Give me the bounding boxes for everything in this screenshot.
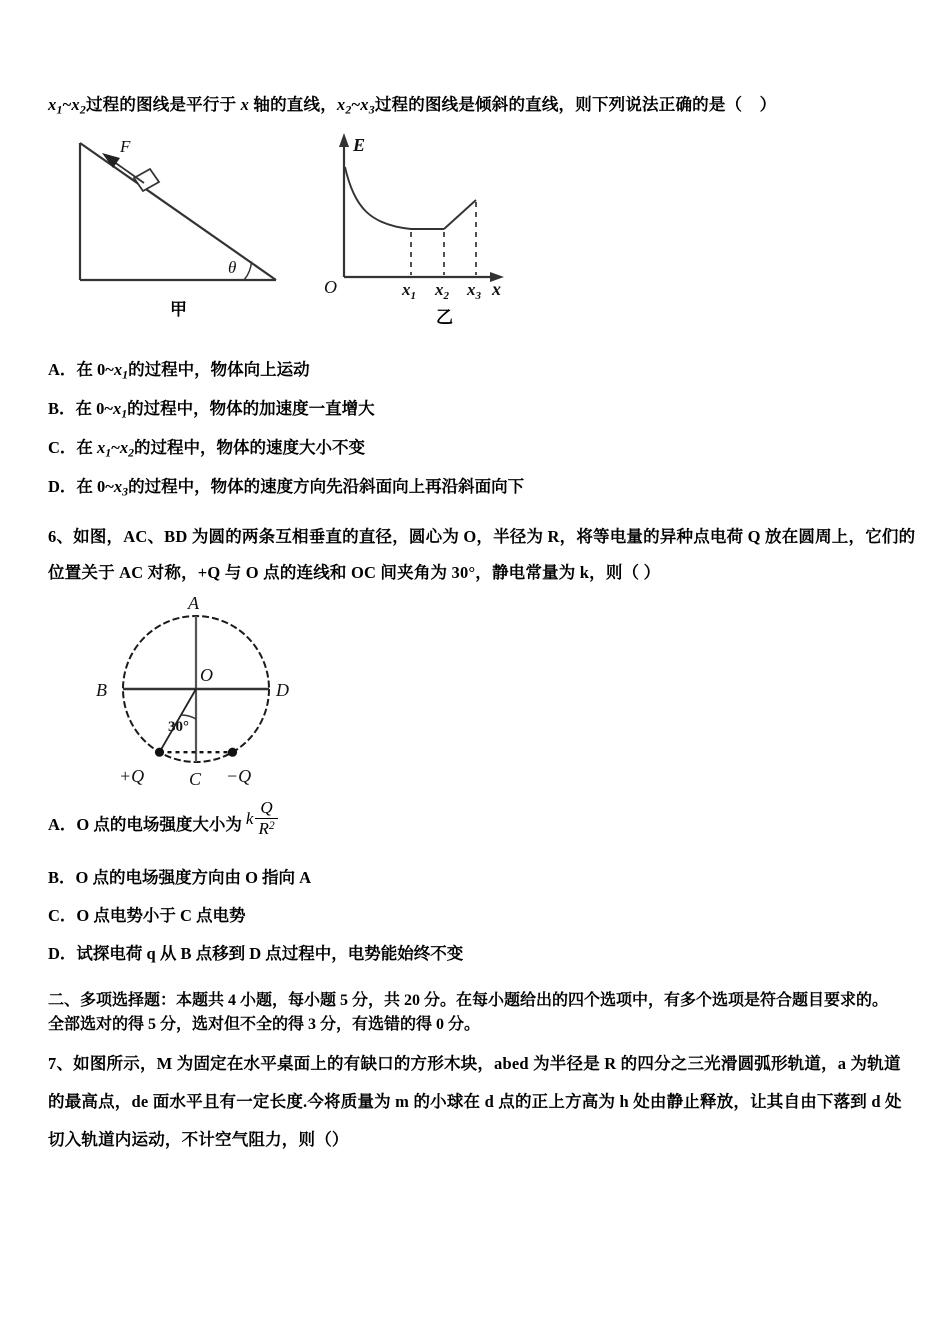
question7-stem-line1: 7、如图所示，M 为固定在水平桌面上的有缺口的方形木块，abed 为半径是 R 的四分之三光滑圆弧形轨道，a 为轨道: [48, 1054, 901, 1074]
question5-option-d[interactable]: [48, 475, 908, 501]
section2-heading-line2: 全部选对的得 5 分，选对但不全的得 3 分，有选错的得 0 分。: [48, 1016, 481, 1034]
question5-figures: [48, 125, 908, 340]
figure-caption-yi: 乙: [436, 307, 453, 327]
q6-option-b-text: B．O 点的电场强度方向由 O 指向 A: [48, 868, 312, 888]
q6-option-d-label: D．: [48, 943, 77, 963]
option-b-text-before: 在 0~: [75, 398, 113, 418]
option-b-sub: 1: [121, 406, 128, 421]
section2-heading-line1: 二、多项选择题：本题共 4 小题，每小题 5 分，共 20 分。在每小题给出的四个选项中，有多个选项是符合题目要求的。: [48, 992, 889, 1010]
stem-text-2: 轴的直线，: [253, 95, 337, 114]
option-a-text-after: 的过程中，物体向上运动: [128, 359, 310, 379]
option-a-sub: 1: [122, 367, 129, 382]
stem-text-close: ）: [759, 95, 777, 114]
x-axis-label: x: [492, 278, 501, 299]
curve-segment-0-x1: [345, 167, 411, 229]
question6-stem-line2: 位置关于 AC 对称，+Q 与 O 点的连线和 OC 间夹角为 30°，静电常量为 k，则（ ）: [48, 562, 661, 582]
option-c-tilde: ~: [111, 437, 120, 457]
option-c-text-before: 在: [76, 437, 98, 457]
question6-stem-line1: 6、如图，AC、BD 为圆的两条互相垂直的直径，圆心为 O，半径为 R，将等电量的异种点电荷 Q 放在圆周上，它们的: [48, 527, 916, 547]
x-tick-label-x3: $x_3$: [467, 279, 481, 302]
point-negative-charge: [228, 748, 237, 757]
stem-axis-var: x: [240, 95, 250, 114]
point-positive-charge: [155, 748, 164, 757]
stem-var-x2b: x: [336, 95, 346, 114]
label-point-d: D: [276, 680, 289, 701]
block-on-incline: [134, 169, 159, 191]
question6-figure: [48, 589, 908, 799]
formula-coefficient-k: k: [245, 808, 254, 828]
page-content: [48, 92, 916, 1154]
question6-option-a[interactable]: [48, 798, 908, 842]
figure-e-x-graph: [296, 125, 526, 340]
y-axis-label-E: E: [353, 134, 366, 155]
e-x-graph-svg: [296, 125, 526, 340]
q6-option-d-text: D．试探电荷 q 从 B 点移到 D 点过程中，电势能始终不变: [48, 943, 464, 963]
option-c-var1: x: [97, 437, 106, 457]
y-axis-arrow: [339, 133, 349, 147]
formula-numerator-q: Q: [260, 798, 273, 818]
q6-option-a-text: O 点的电场强度大小为: [76, 814, 242, 834]
stem-var-x1: x: [48, 95, 57, 114]
stem-var-x3-sub: 3: [368, 102, 375, 117]
question6-option-d[interactable]: [48, 942, 908, 967]
option-b-label: B．: [48, 398, 76, 418]
label-angle-30: 30°: [168, 719, 189, 736]
stem-tilde-2: ~: [351, 95, 361, 114]
question7-stem-line3: 切入轨道内运动，不计空气阻力，则（）: [48, 1129, 349, 1149]
label-point-b: B: [96, 680, 107, 701]
question7-stem-line2: 的最高点，de 面水平且有一定长度.今将质量为 m 的小球在 d 点的正上方高为 h 处由静止释放，让其自由下落到 d 处: [48, 1092, 902, 1112]
option-c-text-after: 的过程中，物体的速度大小不变: [134, 437, 366, 457]
question6-option-b[interactable]: [48, 866, 908, 891]
stem-var-x1-sub: 1: [56, 102, 63, 117]
label-point-c: C: [189, 769, 202, 790]
q6-option-c-text: C．O 点电势小于 C 点电势: [48, 905, 246, 925]
question5-stem: [48, 92, 908, 119]
origin-label-O: O: [324, 276, 337, 297]
stem-var-x3: x: [360, 95, 369, 114]
stem-tilde-1: ~: [62, 95, 72, 114]
stem-text-1: 过程的图线是平行于: [85, 95, 237, 114]
label-charge-positive: +Q: [119, 766, 145, 787]
option-d-sub: 3: [122, 484, 129, 499]
option-b-text-after: 的过程中，物体的加速度一直增大: [127, 398, 375, 418]
stem-var-x2b-sub: 2: [345, 102, 352, 117]
label-center-o: O: [200, 665, 213, 686]
figure-caption-jia: 甲: [170, 299, 187, 319]
x-tick-label-x1: $x_1$: [402, 279, 416, 302]
circle-diagram-svg: [76, 589, 366, 799]
angle-arc: [244, 261, 252, 280]
q6-option-c-label: C．: [48, 905, 77, 925]
label-point-a: A: [188, 593, 199, 614]
option-d-text-before: 在 0~: [76, 477, 114, 497]
force-label-F: F: [120, 136, 131, 156]
option-d-text-after: 的过程中，物体的速度方向先沿斜面向上再沿斜面向下: [128, 477, 525, 497]
option-b-var: x: [112, 398, 122, 418]
formula-denominator-r: $R^2$: [258, 819, 275, 839]
option-d-var: x: [113, 477, 123, 497]
curve-segment-x2-x3: [444, 200, 476, 229]
option-c-sub1: 1: [105, 445, 112, 460]
option-c-sub2: 2: [128, 445, 135, 460]
question5-option-c[interactable]: [48, 436, 908, 462]
option-c-var2: x: [119, 437, 129, 457]
stem-var-x2: x: [71, 95, 80, 114]
formula-field-strength: [246, 799, 278, 838]
x-tick-label-x2: $x_2$: [435, 279, 449, 302]
label-charge-negative: −Q: [226, 766, 252, 787]
q6-option-a-label: A．: [48, 814, 77, 834]
option-d-label: D．: [48, 477, 77, 497]
force-arrow-F: [102, 153, 144, 183]
q6-option-b-label: B．: [48, 868, 76, 888]
stem-var-x2-sub: 2: [79, 102, 86, 117]
figure-incline-plane: [58, 125, 308, 340]
question5-option-a[interactable]: [48, 358, 908, 384]
option-a-var: x: [113, 359, 123, 379]
question6-option-c[interactable]: [48, 904, 908, 929]
question5-option-b[interactable]: [48, 397, 908, 423]
option-a-label: A．: [48, 359, 77, 379]
formula-denominator-exponent: 2: [268, 819, 275, 833]
option-c-label: C．: [48, 437, 77, 457]
angle-label-theta: θ: [228, 257, 237, 277]
option-a-text-before: 在 0~: [76, 359, 114, 379]
stem-text-3: 过程的图线是倾斜的直线，则下列说法正确的是（: [374, 95, 743, 114]
